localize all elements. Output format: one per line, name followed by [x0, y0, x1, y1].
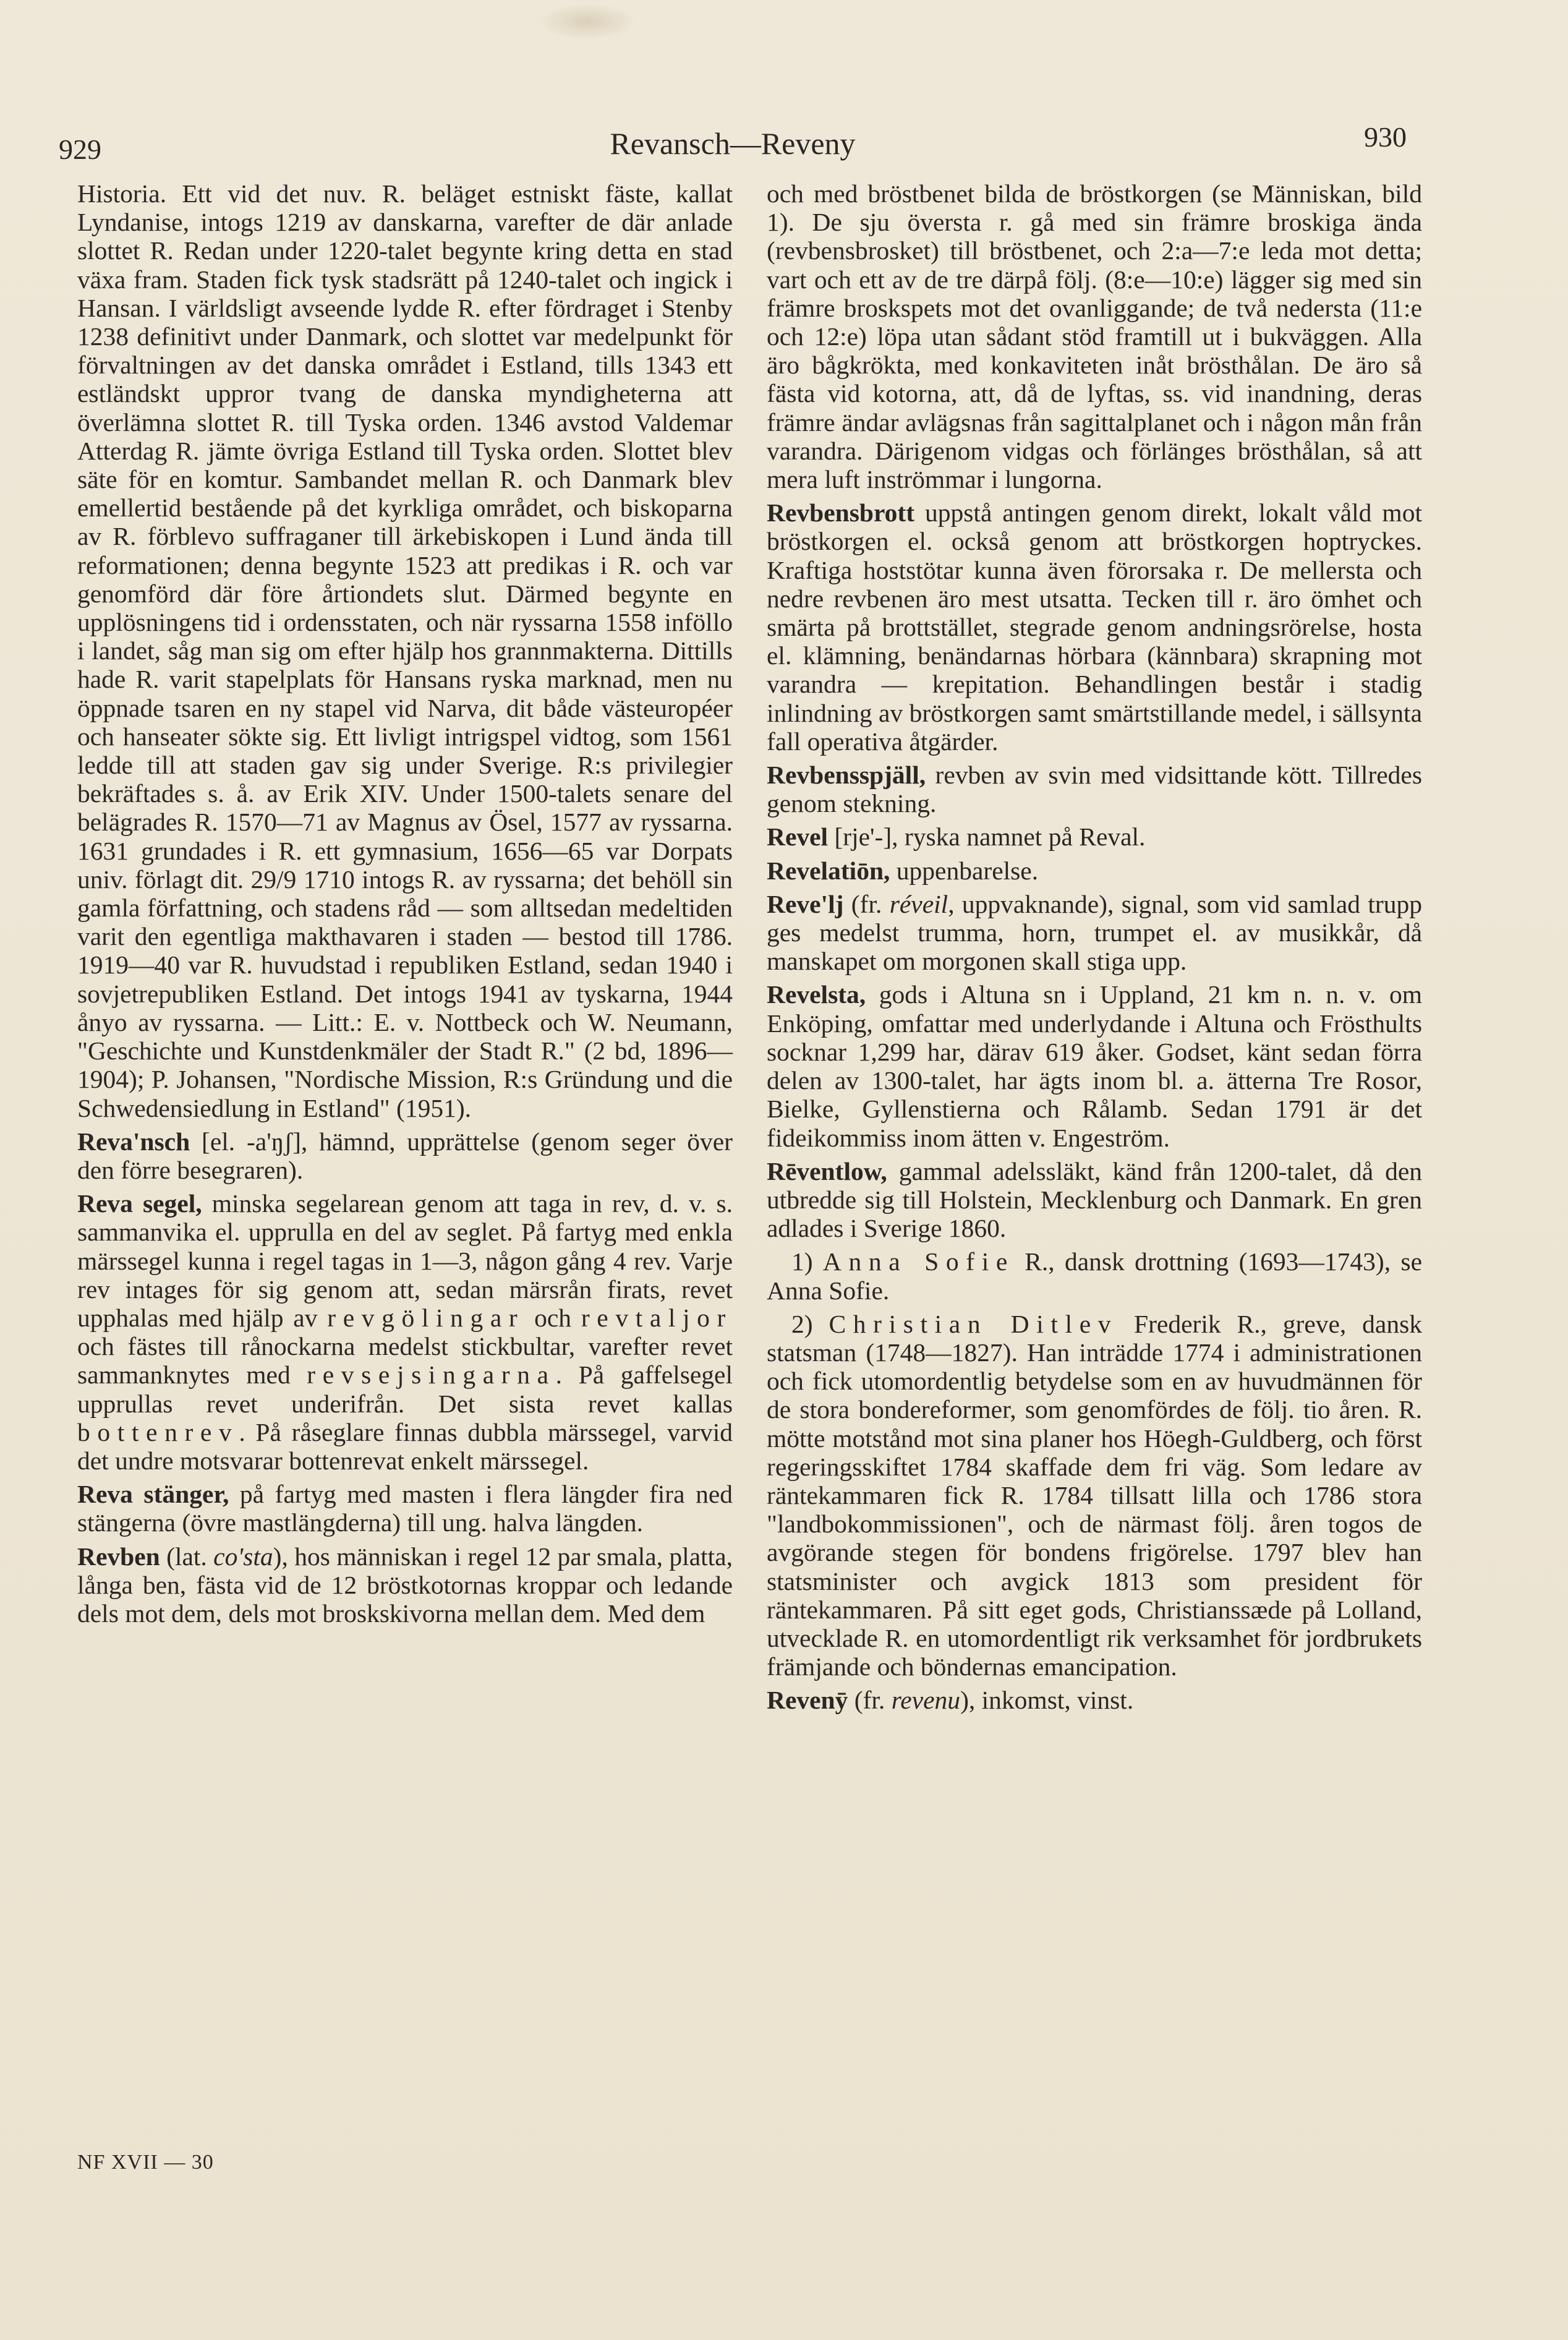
entry-reveny	[767, 1686, 1422, 1714]
headword-revelation: Revelatiōn,	[767, 856, 890, 885]
entry-revel	[767, 822, 1422, 851]
definition-reventlow: gammal adelssläkt, känd från 1200-talet, då den utbredde sig till Holstein, Mecklenburg och Danmark. En gren adlades i Sverige 1860.	[767, 1156, 1422, 1243]
entry-reva-stanger	[77, 1480, 733, 1537]
entry-reva-segel	[77, 1189, 733, 1475]
revben-continued-text: och med bröstbenet bilda de bröstkorgen (se Människan, bild 1). De sju översta r. gå med sin främre broskiga ända (revbensbrosket) till bröstbenet, och 2:a—7:e leda mot detta; vart och ett av de tre därpå följ. (8:e—10:e) lägger sig med sin främre broskspets mot det ovanliggande; de två nedersta (11:e och 12:e) löpa utan sådant stöd framtill ut i bukväggen. Alla äro bågkrökta, med konkaviteten inåt brösthålan. De äro så fästa vid kotorna, att, då de lyftas, ss. vid inandning, deras främre ändar avlägsnas från sagittalplanet och i någon mån från varandra. Därigenom vidgas och förlänges brösthålan, så att mera luft inströmmar i lungorna.	[767, 179, 1422, 494]
spaced-term: revtaljor	[581, 1303, 733, 1332]
headword-reva-segel: Reva segel,	[77, 1189, 202, 1218]
left-column	[77, 179, 733, 1628]
spaced-term: revsejsingarna	[307, 1360, 556, 1390]
headword-revansch: Reva'nsch	[77, 1127, 190, 1156]
headword-reveny: Revenȳ	[767, 1686, 848, 1715]
person-name: Christian Ditlev	[829, 1309, 1118, 1338]
definition-text: . På gaffelsegel upprullas revet underifrån. Det sista revet kallas	[77, 1360, 733, 1418]
headword-revben: Revben	[77, 1542, 160, 1571]
definition-text: (fr.	[848, 1686, 892, 1715]
definition-text: och	[524, 1303, 581, 1332]
entry-revben-continued	[767, 179, 1422, 493]
printer-signature: NF XVII — 30	[77, 2151, 214, 2174]
headword-revbensbrott: Revbensbrott	[767, 498, 915, 527]
entry-revelation	[767, 856, 1422, 885]
latin-term: co'sta	[213, 1542, 273, 1571]
headword-reventlow: Rēventlow,	[767, 1156, 887, 1185]
running-header	[59, 121, 1407, 164]
right-column	[767, 179, 1422, 1715]
subentry-anna-sofie	[767, 1247, 1422, 1304]
definition-text: ), inkomst, vinst.	[960, 1686, 1134, 1715]
headword-revel: Revel	[767, 822, 829, 852]
french-term: réveil	[889, 889, 948, 918]
definition-reva-stanger: på fartyg med masten i flera längder fira ned stängerna (övre mastlängderna) till ung. halva längden.	[77, 1480, 733, 1537]
entry-revbensspjall	[767, 761, 1422, 818]
entry-revansch	[77, 1127, 733, 1184]
definition-text: . På råseglare finnas dubbla märssegel, varvid det undre motsvarar bottenrevat enkelt märssegel.	[77, 1417, 733, 1475]
definition-text: , uppvaknande), signal, som vid samlad trupp ges medelst trumma, horn, trumpet el. av musikkår, då manskapet om morgonen skall stiga upp.	[767, 889, 1422, 976]
spaced-term: bottenrev	[77, 1417, 239, 1446]
subentry-text: Frederik R., greve, dansk statsman (1748—1827). Han inträdde 1774 i administrationen och fick utomordentlig betydelse som en av huvudmännen för de stora bondereformer, som genomfördes de följ. tio åren. R. mötte motstånd mot sina planer hos Höegh-Guldberg, och först regeringsskiftet 1784 skaffade dem fri väg. Som ledare av räntekammaren fick R. 1784 tillsatt lilla och 1786 stora "landbokommissionen", och de närmast följ. åren togos de avgörande stegen för bondens frigörelse. 1797 blev han statsminister och avgick 1813 som president för räntekammaren. På sitt eget gods, Christianssæde på Lolland, utvecklade R. en utomordentligt rik verksamhet för jordbrukets främjande och böndernas emancipation.	[767, 1309, 1423, 1681]
definition-revelsta: gods i Altuna sn i Uppland, 21 km n. n. v. om Enköping, omfattar med underlydande i Altuna och Frösthults socknar 1,299 har, därav 619 åker. Godset, känt sedan förra delen av 1300-talet, har ägts inom bl. a. ätterna Tre Rosor, Bielke, Gyllenstierna och Rålamb. Sedan 1791 är det fideikommiss inom ätten v. Engeström.	[767, 980, 1422, 1152]
definition-text: minska segelarean genom att taga in rev, d. v. s. sammanvika el. upprulla en del av seglet. På fartyg med enkla märssegel kunna i regel tagas in 1—3, någon gång 4 rev. Varje rev intages för sig genom att, sedan märsrån firats, revet upphalas med hjälp av	[77, 1189, 733, 1332]
person-name: Anna Sofie	[822, 1247, 1015, 1276]
page-number-right: 930	[1364, 121, 1407, 153]
entry-revelsta	[767, 980, 1422, 1151]
running-title: Revansch—Reveny	[610, 126, 856, 161]
subentry-number: 1)	[791, 1247, 823, 1276]
subentry-christian-ditlev	[767, 1310, 1422, 1681]
headword-revbensspjall: Revbensspjäll,	[767, 761, 926, 790]
definition-revelation: uppenbarelse.	[890, 856, 1039, 885]
definition-text: ), hos människan i regel 12 par smala, platta, långa ben, fästa vid de 12 bröstkotornas kroppar och ledande dels mot dem, dels mot broskskivorna mellan dem. Med dem	[77, 1542, 733, 1628]
definition-revbensbrott: uppstå antingen genom direkt, lokalt våld mot bröstkorgen el. också genom att bröstkorgen hoptryckes. Kraftiga hoststötar kunna även förorsaka r. De mellersta och nedre revbenen äro mest utsatta. Tecken till r. äro ömhet och smärta på brottstället, stegrade genom andningsrörelse, hosta el. klämning, benändarnas hörbara (kännbara) skrapning mot varandra — krepitation. Behandlingen består i stadig inlindning av bröstkorgen samt smärtstillande medel, i sällsynta fall operativa åtgärder.	[767, 498, 1422, 756]
paper-stain	[538, 3, 637, 40]
definition-text: och fästes till rånockarna medelst stickbultar, varefter revet sammanknytes med	[77, 1332, 733, 1390]
french-term: revenu	[891, 1686, 961, 1715]
headword-revelj: Reve'lj	[767, 889, 844, 918]
definition-text: (lat.	[160, 1542, 214, 1571]
spaced-term: revgölingar	[327, 1303, 525, 1332]
entry-revelj	[767, 890, 1422, 976]
entry-reventlow	[767, 1157, 1422, 1243]
headword-reva-stanger: Reva stänger,	[77, 1480, 229, 1509]
entry-revbensbrott	[767, 498, 1422, 756]
headword-revelsta: Revelsta,	[767, 980, 866, 1009]
definition-revansch: [el. -a'ŋʃ], hämnd, upprättelse (genom seger över den förre besegraren).	[77, 1127, 733, 1184]
definition-text: (fr.	[843, 889, 890, 918]
history-text: Historia. Ett vid det nuv. R. beläget estniskt fäste, kallat Lyndanise, intogs 1219 av danskarna, varefter de där anlade slottet R. Redan under 1220-talet begynte kring detta en stad växa fram. Staden fick tysk stadsrätt på 1240-talet och ingick i Hansan. I världsligt avseende lydde R. efter fördraget i Stenby 1238 definitivt under Danmark, och slottet var medelpunkt för förvaltningen av det danska området i Estland, tills 1343 ett estländskt uppror tvang de danska myndigheterna att överlämna slottet R. till Tyska orden. 1346 avstod Valdemar Atterdag R. jämte övriga Estland till Tyska orden. Slottet blev säte för en komtur. Sambandet mellan R. och Danmark blev emellertid bestående på det kyrkliga området, och biskoparna av R. förblevo suffraganer till ärkebiskopen i Lund ända till reformationen; denna begynte 1523 att predikas i R. och var genomförd där före årtiondets slut. Därmed begynte en upplösningens tid i ordensstaten, och när ryssarna 1558 inföllo i landet, såg man sig om efter hjälp hos grannmakterna. Dittills hade R. varit stapelplats för Hansans ryska marknad, men nu öppnade tsaren en ny stapel vid Narva, dit både västeuropéer och hanseater sökte sig. Ett livligt intrigspel vidtog, som 1561 ledde till att staden gav sig under Sverige. R:s privilegier bekräftades s. å. av Erik XIV. Under 1500-talets senare del belägrades R. 1570—71 av Magnus av Ösel, 1577 av ryssarna. 1631 grundades i R. ett gymnasium, 1656—65 var Dorpats univ. förlagt dit. 29/9 1710 intogs R. av ryssarna; det behöll sin gamla författning, och stadens råd — som alltsedan medeltiden varit den egentliga makthavaren i staden — bestod till 1786. 1919—40 var R. huvudstad i republiken Estland, sedan 1940 i sovjetrepubliken Estland. Det intogs 1941 av tyskarna, 1944 ånyo av ryssarna. — Litt.: E. v. Nottbeck och W. Neumann, "Geschichte und Kunstdenkmäler der Stadt R." (2 bd, 1896—1904); P. Johansen, "Nordische Mission, R:s Gründung und die Schwedensiedlung in Estland" (1951).	[77, 179, 733, 1122]
entry-revaL-history	[77, 179, 733, 1122]
page-number-left: 929	[59, 134, 101, 165]
subentry-number: 2)	[791, 1309, 829, 1338]
entry-revben	[77, 1542, 733, 1628]
definition-revel: [rje'-], ryska namnet på Reval.	[828, 822, 1146, 852]
definition-revbensspjall: revben av svin med vidsittande kött. Tillredes genom stekning.	[767, 761, 1422, 818]
subentry-text: R., dansk drottning (1693—1743), se Anna Sofie.	[767, 1247, 1422, 1305]
